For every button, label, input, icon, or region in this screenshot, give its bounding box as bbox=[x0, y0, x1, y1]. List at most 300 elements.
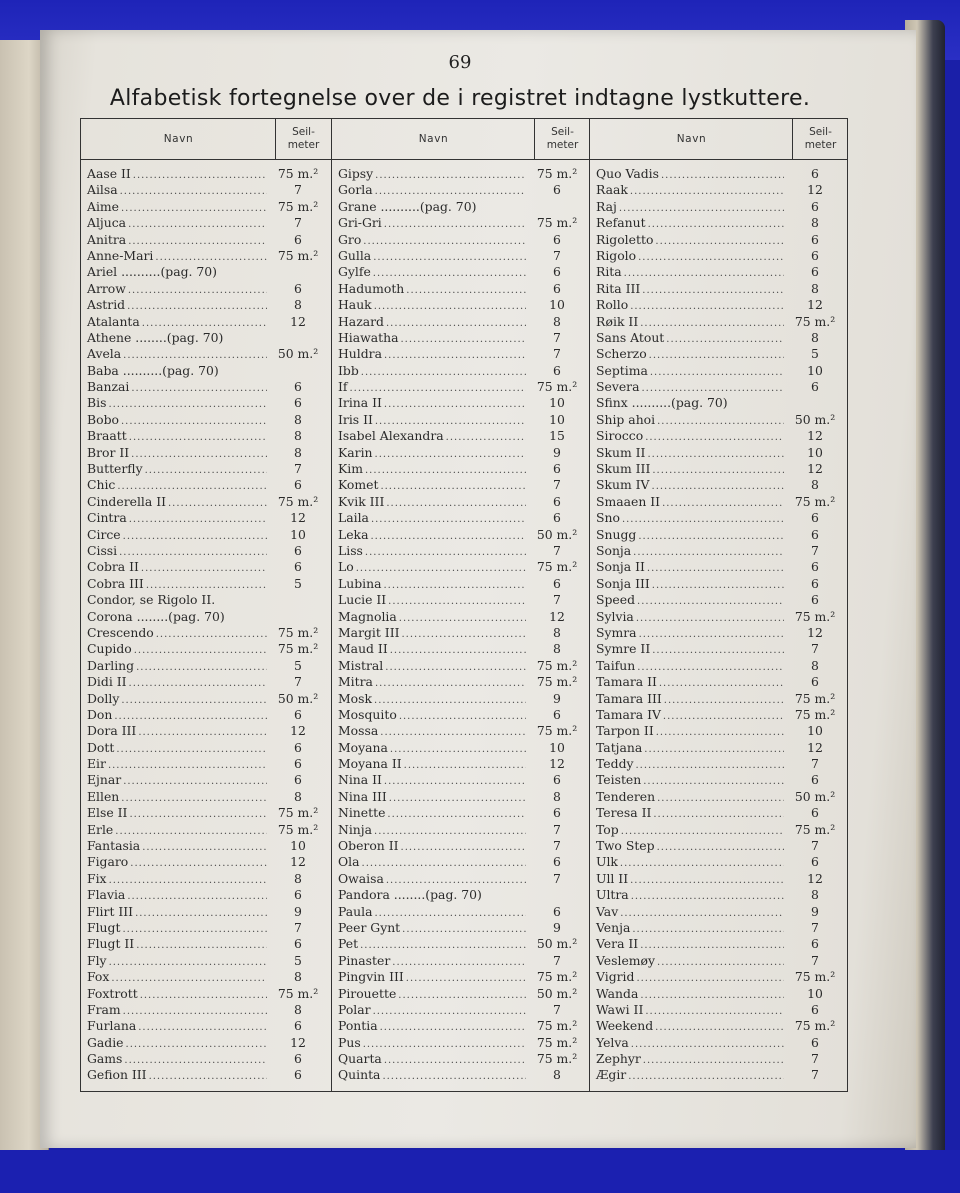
yacht-name: Anitra bbox=[87, 231, 127, 247]
sail-area-value: 8 bbox=[811, 329, 819, 345]
yacht-name: Laila bbox=[338, 510, 369, 526]
dot-leader bbox=[123, 774, 267, 790]
dot-leader bbox=[650, 365, 784, 381]
yacht-name: Ailsa bbox=[87, 182, 118, 198]
dot-leader bbox=[630, 299, 784, 315]
table-row bbox=[332, 740, 590, 756]
table-row bbox=[590, 297, 848, 313]
yacht-name: Aime bbox=[87, 198, 119, 214]
sail-area-value: 7 bbox=[294, 215, 302, 231]
dot-leader bbox=[652, 643, 784, 659]
table-row bbox=[332, 969, 590, 985]
sail-area-value: 12 bbox=[290, 313, 306, 329]
table-row bbox=[81, 887, 331, 903]
dot-leader bbox=[652, 479, 784, 495]
dot-leader bbox=[123, 529, 267, 545]
dot-leader bbox=[657, 955, 784, 971]
yacht-name: Vera II bbox=[596, 936, 639, 952]
table-row bbox=[81, 477, 331, 493]
table-row bbox=[81, 953, 331, 969]
table-row bbox=[332, 805, 590, 821]
yacht-name: Septima bbox=[596, 362, 648, 378]
dot-leader bbox=[637, 594, 784, 610]
sail-area-value: 5 bbox=[294, 952, 302, 968]
dot-leader bbox=[659, 676, 784, 692]
sail-area-value: 75 m.² bbox=[277, 624, 319, 640]
sail-area-value: 8 bbox=[294, 1001, 302, 1017]
yacht-name: Fantasia bbox=[87, 838, 141, 854]
table-row bbox=[590, 953, 848, 969]
yacht-name: Teisten bbox=[596, 772, 642, 788]
table-row bbox=[590, 805, 848, 821]
table-row bbox=[332, 281, 590, 297]
dot-leader bbox=[133, 168, 267, 184]
dot-leader bbox=[643, 1053, 784, 1069]
sail-area-value: 9 bbox=[294, 903, 302, 919]
table-row bbox=[332, 232, 590, 248]
sail-area-value: 75 m.² bbox=[536, 969, 578, 985]
dot-leader bbox=[109, 873, 267, 889]
header-unit bbox=[275, 119, 331, 159]
sail-area-value: 6 bbox=[294, 280, 302, 296]
sail-area-value: 6 bbox=[811, 510, 819, 526]
table-row bbox=[81, 461, 331, 477]
table-row bbox=[332, 674, 590, 690]
dot-leader bbox=[647, 447, 784, 463]
sail-area-value: 7 bbox=[811, 641, 819, 657]
column-header bbox=[332, 119, 590, 160]
yacht-name: Skum II bbox=[596, 444, 646, 460]
dot-leader bbox=[649, 348, 784, 364]
sail-area-value: 8 bbox=[811, 657, 819, 673]
dot-leader bbox=[631, 889, 784, 905]
dot-leader bbox=[375, 168, 526, 184]
table-row bbox=[81, 986, 331, 1002]
sail-area-value: 6 bbox=[294, 542, 302, 558]
dot-leader bbox=[127, 889, 267, 905]
dot-leader bbox=[630, 184, 784, 200]
dot-leader bbox=[657, 414, 784, 430]
table-row bbox=[332, 625, 590, 641]
dot-leader bbox=[138, 1020, 267, 1036]
dot-leader bbox=[637, 660, 784, 676]
table-row bbox=[590, 936, 848, 952]
sail-area-value: 75 m.² bbox=[277, 805, 319, 821]
yacht-name: Skum IV bbox=[596, 477, 650, 493]
sail-area-value: 7 bbox=[553, 247, 561, 263]
dot-leader bbox=[114, 709, 267, 725]
dot-leader bbox=[644, 742, 784, 758]
sail-area-value: 7 bbox=[553, 542, 561, 558]
sail-area-value: 6 bbox=[294, 477, 302, 493]
table-row bbox=[590, 1051, 848, 1067]
table-row bbox=[81, 1002, 331, 1018]
yacht-name: Ninette bbox=[338, 805, 386, 821]
dot-leader bbox=[639, 627, 784, 643]
yacht-name: Teresa II bbox=[596, 805, 652, 821]
dot-leader bbox=[121, 414, 267, 430]
yacht-name: Lubina bbox=[338, 575, 382, 591]
dot-leader bbox=[387, 807, 526, 823]
dot-leader bbox=[647, 561, 784, 577]
table-row bbox=[590, 199, 848, 215]
yacht-name: Sans Atout bbox=[596, 329, 665, 345]
table-row bbox=[332, 904, 590, 920]
table-row bbox=[81, 166, 331, 182]
yacht-name: Pontia bbox=[338, 1018, 378, 1034]
yacht-name: Mitra bbox=[338, 674, 373, 690]
yacht-name: Cobra III bbox=[87, 575, 144, 591]
dot-leader bbox=[126, 1037, 267, 1053]
yacht-name: Furlana bbox=[87, 1018, 137, 1034]
table-row bbox=[590, 576, 848, 592]
yacht-name: Lucie II bbox=[338, 592, 387, 608]
dot-leader bbox=[657, 840, 784, 856]
yacht-name: Teddy bbox=[596, 756, 634, 772]
dot-leader bbox=[636, 758, 785, 774]
yacht-name: Skum III bbox=[596, 461, 651, 477]
sail-area-value: 9 bbox=[553, 444, 561, 460]
column-header bbox=[590, 119, 848, 160]
yacht-name: Røik II bbox=[596, 313, 639, 329]
dot-leader bbox=[129, 807, 267, 823]
sail-area-value: 9 bbox=[811, 903, 819, 919]
table-row bbox=[332, 461, 590, 477]
dot-leader bbox=[402, 922, 526, 938]
sail-area-value: 6 bbox=[553, 182, 561, 198]
table-row bbox=[81, 789, 331, 805]
sail-area-value: 50 m.² bbox=[794, 411, 836, 427]
sail-area-value: 6 bbox=[553, 461, 561, 477]
table-row bbox=[332, 609, 590, 625]
sail-area-value: 8 bbox=[553, 1067, 561, 1083]
dot-leader bbox=[398, 988, 526, 1004]
dot-leader bbox=[121, 693, 267, 709]
dot-leader bbox=[140, 988, 267, 1004]
sail-area-value: 12 bbox=[807, 624, 823, 640]
table-row bbox=[590, 609, 848, 625]
yacht-name: Atalanta bbox=[87, 313, 140, 329]
table-row bbox=[81, 543, 331, 559]
table-row bbox=[590, 1002, 848, 1018]
table-row bbox=[332, 412, 590, 428]
sail-area-value: 10 bbox=[549, 395, 565, 411]
sail-area-value: 6 bbox=[553, 493, 561, 509]
dot-leader bbox=[662, 496, 784, 512]
table-row bbox=[332, 920, 590, 936]
header-unit-line1: Seil- bbox=[551, 126, 574, 138]
yacht-name: Pandora ........(pag. 70) bbox=[338, 887, 482, 903]
table-row bbox=[332, 559, 590, 575]
table-row bbox=[590, 920, 848, 936]
yacht-name: Hauk bbox=[338, 297, 372, 313]
table-row bbox=[590, 527, 848, 543]
sail-area-value: 6 bbox=[553, 280, 561, 296]
yacht-name: Kim bbox=[338, 461, 363, 477]
table-row bbox=[332, 428, 590, 444]
dot-leader bbox=[123, 1004, 267, 1020]
yacht-name: Mistral bbox=[338, 657, 384, 673]
dot-leader bbox=[129, 430, 267, 446]
dot-leader bbox=[389, 791, 526, 807]
dot-leader bbox=[374, 299, 526, 315]
yacht-name: Owaisa bbox=[338, 870, 384, 886]
table-row bbox=[81, 920, 331, 936]
yacht-name: Avela bbox=[87, 346, 122, 362]
yacht-name: Rollo bbox=[596, 297, 629, 313]
yacht-name: Oberon II bbox=[338, 838, 399, 854]
table-row bbox=[332, 445, 590, 461]
table-row bbox=[332, 199, 590, 215]
dot-leader bbox=[384, 397, 526, 413]
dot-leader bbox=[624, 266, 784, 282]
yacht-name: Pinaster bbox=[338, 952, 391, 968]
table-row bbox=[332, 887, 590, 903]
yacht-name: Isabel Alexandra bbox=[338, 428, 444, 444]
yacht-name: Cintra bbox=[87, 510, 127, 526]
dot-leader bbox=[643, 774, 784, 790]
table-row bbox=[332, 822, 590, 838]
dot-leader bbox=[657, 791, 784, 807]
yacht-name: Peer Gynt bbox=[338, 919, 401, 935]
sail-area-value: 6 bbox=[811, 264, 819, 280]
yacht-name: Pirouette bbox=[338, 985, 397, 1001]
table-row bbox=[590, 543, 848, 559]
yacht-name: Tamara III bbox=[596, 690, 662, 706]
table-row bbox=[81, 740, 331, 756]
dot-leader bbox=[622, 512, 784, 528]
table-row bbox=[81, 346, 331, 362]
sail-area-value: 8 bbox=[553, 641, 561, 657]
dot-leader bbox=[404, 758, 526, 774]
table-row bbox=[590, 658, 848, 674]
dot-leader bbox=[383, 578, 526, 594]
rows-col-3 bbox=[590, 160, 848, 1084]
sail-area-value: 50 m.² bbox=[536, 936, 578, 952]
table-row bbox=[332, 330, 590, 346]
table-row bbox=[590, 166, 848, 182]
sail-area-value: 8 bbox=[553, 624, 561, 640]
yacht-name: Rigoletto bbox=[596, 231, 654, 247]
sail-area-value: 75 m.² bbox=[536, 1051, 578, 1067]
yacht-name: Nina III bbox=[338, 788, 387, 804]
sail-area-value: 5 bbox=[294, 575, 302, 591]
dot-leader bbox=[390, 643, 526, 659]
table-row bbox=[81, 625, 331, 641]
sail-area-value: 7 bbox=[553, 329, 561, 345]
table-column-1 bbox=[81, 119, 331, 1091]
table-row bbox=[590, 887, 848, 903]
sail-area-value: 50 m.² bbox=[794, 788, 836, 804]
table-row bbox=[81, 428, 331, 444]
dot-leader bbox=[127, 299, 267, 315]
table-row bbox=[332, 986, 590, 1002]
dot-leader bbox=[663, 709, 784, 725]
sail-area-value: 10 bbox=[807, 362, 823, 378]
table-row bbox=[81, 838, 331, 854]
table-row bbox=[81, 232, 331, 248]
dot-leader bbox=[666, 332, 784, 348]
table-row bbox=[332, 789, 590, 805]
yacht-name: Arrow bbox=[87, 280, 126, 296]
table-row bbox=[332, 691, 590, 707]
sail-area-value: 6 bbox=[811, 575, 819, 591]
dot-leader bbox=[632, 922, 784, 938]
yacht-name: Snugg bbox=[596, 526, 637, 542]
table-row bbox=[590, 477, 848, 493]
yacht-name: Sylvia bbox=[596, 608, 634, 624]
yacht-name: Athene ........(pag. 70) bbox=[87, 329, 224, 345]
yacht-name: Gylfe bbox=[338, 264, 371, 280]
table-row bbox=[590, 986, 848, 1002]
yacht-name: Bobo bbox=[87, 411, 119, 427]
dot-leader bbox=[664, 693, 784, 709]
sail-area-value: 10 bbox=[290, 838, 306, 854]
yacht-name: Rita III bbox=[596, 280, 641, 296]
table-row bbox=[81, 936, 331, 952]
dot-leader bbox=[121, 791, 267, 807]
dot-leader bbox=[402, 627, 527, 643]
dot-leader bbox=[380, 479, 526, 495]
sail-area-value: 50 m.² bbox=[277, 690, 319, 706]
yacht-register-table bbox=[80, 118, 848, 1092]
sail-area-value: 8 bbox=[294, 788, 302, 804]
yacht-name: Ibb bbox=[338, 362, 359, 378]
yacht-name: Ultra bbox=[596, 887, 629, 903]
yacht-name: Sonja bbox=[596, 542, 632, 558]
yacht-name: Raj bbox=[596, 198, 617, 214]
yacht-name: Pet bbox=[338, 936, 359, 952]
dot-leader bbox=[653, 807, 784, 823]
sail-area-value: 50 m.² bbox=[536, 526, 578, 542]
table-row bbox=[81, 871, 331, 887]
yacht-name: Quo Vadis bbox=[596, 166, 659, 181]
table-row bbox=[81, 1035, 331, 1051]
sail-area-value: 6 bbox=[811, 674, 819, 690]
yacht-name: Tamara II bbox=[596, 674, 657, 690]
sail-area-value: 75 m.² bbox=[277, 641, 319, 657]
rows-col-1 bbox=[81, 160, 331, 1084]
sail-area-value: 10 bbox=[807, 723, 823, 739]
dot-leader bbox=[406, 971, 526, 987]
yacht-name: Iris II bbox=[338, 411, 373, 427]
yacht-name: Mosquito bbox=[338, 706, 397, 722]
dot-leader bbox=[380, 1020, 526, 1036]
table-row bbox=[81, 510, 331, 526]
table-row bbox=[332, 346, 590, 362]
table-row bbox=[81, 1067, 331, 1083]
sail-area-value: 6 bbox=[811, 805, 819, 821]
table-row bbox=[590, 871, 848, 887]
sail-area-value: 50 m.² bbox=[277, 346, 319, 362]
yacht-name: Wawi II bbox=[596, 1001, 644, 1017]
sail-area-value: 7 bbox=[294, 674, 302, 690]
sail-area-value: 50 m.² bbox=[536, 985, 578, 1001]
sail-area-value: 15 bbox=[549, 428, 565, 444]
yacht-name: Weekend bbox=[596, 1018, 654, 1034]
yacht-name: Karin bbox=[338, 444, 373, 460]
sail-area-value: 6 bbox=[294, 1018, 302, 1034]
dot-leader bbox=[156, 627, 267, 643]
table-row bbox=[332, 592, 590, 608]
yacht-name: Severa bbox=[596, 379, 640, 395]
table-row bbox=[332, 641, 590, 657]
sail-area-value: 6 bbox=[294, 395, 302, 411]
table-row bbox=[81, 691, 331, 707]
sail-area-value: 12 bbox=[807, 739, 823, 755]
table-column-2 bbox=[331, 119, 590, 1091]
table-row bbox=[81, 609, 331, 625]
yacht-name: Cinderella II bbox=[87, 493, 166, 509]
sail-area-value: 7 bbox=[294, 461, 302, 477]
dot-leader bbox=[362, 856, 526, 872]
sail-area-value: 75 m.² bbox=[536, 657, 578, 673]
dot-leader bbox=[385, 660, 526, 676]
yacht-name: Vav bbox=[596, 903, 619, 919]
dot-leader bbox=[120, 184, 267, 200]
sail-area-value: 75 m.² bbox=[794, 608, 836, 624]
sail-area-value: 6 bbox=[811, 559, 819, 575]
table-row bbox=[81, 1051, 331, 1067]
yacht-name: Raak bbox=[596, 182, 628, 198]
dot-leader bbox=[655, 1020, 784, 1036]
sail-area-value: 6 bbox=[553, 805, 561, 821]
table-row bbox=[590, 314, 848, 330]
yacht-name: Else II bbox=[87, 805, 128, 821]
yacht-name: Ninja bbox=[338, 821, 373, 837]
sail-area-value: 6 bbox=[553, 231, 561, 247]
yacht-name: Taifun bbox=[596, 657, 636, 673]
dot-leader bbox=[119, 545, 267, 561]
table-row bbox=[332, 248, 590, 264]
sail-area-value: 7 bbox=[811, 756, 819, 772]
header-unit-line1: Seil- bbox=[292, 126, 315, 138]
sail-area-value: 6 bbox=[553, 706, 561, 722]
sail-area-value: 6 bbox=[811, 166, 819, 181]
yacht-name: Sfinx ..........(pag. 70) bbox=[596, 395, 728, 411]
dot-leader bbox=[168, 496, 267, 512]
table-row bbox=[81, 674, 331, 690]
yacht-name: Aljuca bbox=[87, 215, 127, 231]
table-row bbox=[590, 674, 848, 690]
sail-area-value: 75 m.² bbox=[794, 821, 836, 837]
sail-area-value: 6 bbox=[811, 379, 819, 395]
sail-area-value: 6 bbox=[294, 936, 302, 952]
yacht-name: Magnolia bbox=[338, 608, 397, 624]
sail-area-value: 8 bbox=[811, 477, 819, 493]
yacht-name: Vigrid bbox=[596, 969, 635, 985]
sail-area-value: 12 bbox=[290, 723, 306, 739]
yacht-name: Quarta bbox=[338, 1051, 382, 1067]
header-name: Navn bbox=[163, 133, 194, 145]
yacht-name: Tarpon II bbox=[596, 723, 654, 739]
table-row bbox=[332, 264, 590, 280]
table-row bbox=[81, 1018, 331, 1034]
table-row bbox=[332, 363, 590, 379]
table-column-3 bbox=[589, 119, 848, 1091]
sail-area-value: 7 bbox=[811, 1067, 819, 1083]
dot-leader bbox=[392, 955, 526, 971]
sail-area-value: 8 bbox=[811, 215, 819, 231]
table-row bbox=[590, 1018, 848, 1034]
yacht-name: Sirocco bbox=[596, 428, 644, 444]
yacht-name: Cissi bbox=[87, 542, 118, 558]
table-row bbox=[81, 314, 331, 330]
dot-leader bbox=[384, 774, 526, 790]
yacht-name: Scherzo bbox=[596, 346, 647, 362]
table-row bbox=[590, 723, 848, 739]
table-row bbox=[590, 854, 848, 870]
